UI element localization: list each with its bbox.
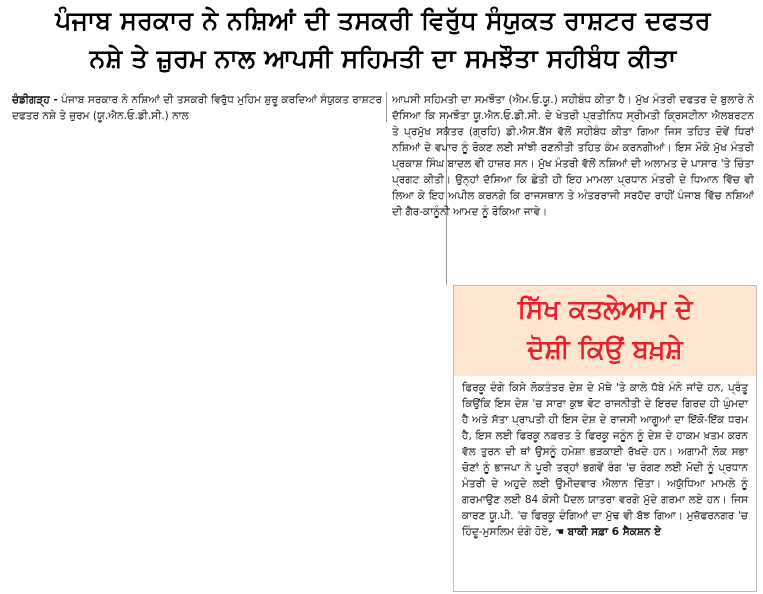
article-body [392,92,754,278]
article-body-text: ਆਪਸੀ ਸਹਿਮਤੀ ਦਾ ਸਮਝੌਤਾ (ਐਮ.ਓ.ਯੂ.) ਸਹੀਬੰਧ ਕੀਤਾ ਹੈ। ਮੁੱਖ ਮੰਤਰੀ ਦਫਤਰ ਦੇ ਬੁਲਾਰੇ ਨੇ ਦੱਸਿਆ ਕਿ ਸਮਝੌਤਾ ਯੂ.ਐਨ.ਓ.ਡੀ.ਸੀ. ਦੇ ਖੇਤਰੀ ਪ੍ਰਤੀਨਿਧ ਸ੍ਰੀਮਤੀ ਕ੍ਰਿਸਟੀਨਾ ਐਲਬਰਟਨ ਤੇ ਪ੍ਰਮੁੱਖ ਸਕੱਤਰ (ਗ੍ਰਹਿ) ਡੀ.ਐਸ.ਬੈਂਸ ਵੱਲੋਂ ਸਹੀਬੰਧ ਕੀਤਾ ਗਿਆ ਜਿਸ ਤਹਿਤ ਦੋਵੇਂ ਧਿਰਾਂ ਨਸ਼ਿਆਂ ਦੇ ਵਪਾਰ ਨੂੰ ਰੋਕਣ ਲਈ ਸਾਂਝੀ ਰਣਨੀਤੀ ਤਹਿਤ ਕੰਮ ਕਰਨਗੀਆਂ। ਇਸ ਮੌਕੇ ਮੁੱਖ ਮੰਤਰੀ ਪ੍ਰਕਾਸ਼ ਸਿੰਘ ਬਾਦਲ ਵੀ ਹਾਜ਼ਰ ਸਨ। ਮੁੱਖ ਮੰਤਰੀ ਵੱਲੋਂ ਨਸ਼ਿਆਂ ਦੀ ਅਲਾਮਤ ਦੇ ਪਾਸਾਰ 'ਤੇ ਚਿੰਤਾ ਪ੍ਰਗਟ ਕੀਤੀ। ਉਨ੍ਹਾਂ ਦੱਸਿਆ ਕਿ ਛੇਤੀ ਹੀ ਇਹ ਮਾਮਲਾ ਪ੍ਰਧਾਨ ਮੰਤਰੀ ਦੇ ਧਿਆਨ ਵਿੱਚ ਵੀ ਲਿਆ ਕੇ ਇਹ ਅਪੀਲ ਕਰਨਗੇ ਕਿ ਰਾਜਸਥਾਨ ਤੇ ਅੰਤਰਰਾਜੀ ਸਰਹੱਦ ਰਾਹੀਂ ਪੰਜਾਬ ਵਿੱਚ ਨਸ਼ਿਆਂ ਦੀ ਗੈਰ-ਕਾਨੂੰਨੀ ਆਮਦ ਨੂੰ ਰੋਕਿਆ ਜਾਵੇ। [392,94,754,218]
headline-line-2: ਨਸ਼ੇ ਤੇ ਜ਼ੁਰਮ ਨਾਲ ਆਪਸੀ ਸਹਿਮਤੀ ਦਾ ਸਮਝੌਤਾ ਸਹੀਬੰਧ ਕੀਤਾ [89,44,677,73]
editorial-box [453,285,757,592]
pointing-hand-icon: ☚ [554,526,565,538]
column-divider [386,92,387,122]
dateline: ਚੰਡੀਗੜ੍ਹ - [12,94,58,106]
editorial-title [454,286,756,376]
article-lead [12,92,382,126]
editorial-title-line-1: ਸਿੱਖ ਕਤਲੇਆਮ ਦੇ [517,295,693,325]
editorial-body-text: ਫਿਰਕੂ ਦੰਗੇ ਕਿਸੇ ਲੋਕਤੰਤਰ ਦੇਸ਼ ਦੇ ਮੱਥੇ 'ਤੇ ਕਾਲੇ ਧੱਬੇ ਮੰਨੇ ਜਾਂਦੇ ਹਨ, ਪ੍ਰੰਤੂ ਕਿਉਂਕਿ ਇਸ ਦੇਸ਼ 'ਚ ਸਾਰਾ ਕੁਝ ਵੋਟ ਰਾਜਨੀਤੀ ਦੇ ਇਰਦ ਗਿਰਦ ਹੀ ਘੁੰਮਦਾ ਹੈ ਅਤੇ ਸੱਤਾ ਪ੍ਰਾਪਤੀ ਹੀ ਇਸ ਦੇਸ਼ ਦੇ ਰਾਜਸੀ ਆਗੂਆਂ ਦਾ ਇੱਕੋ-ਇੱਕ ਧਰਮ ਹੈ, ਇਸ ਲਈ ਫਿਰਕੂ ਨਫ਼ਰਤ ਤੇ ਫਿਰਕੂ ਜਨੂੰਨ ਨੂੰ ਦੇਸ਼ ਦੇ ਹਾਕਮ ਖ਼ਤਮ ਕਰਨ ਵੱਲ ਤੁਰਨ ਦੀ ਥਾਂ ਉਸਨੂੰ ਹਮੇਸ਼ਾ ਭੜਕਾਈ ਰੱਖਦੇ ਹਨ। ਅਗਾਮੀ ਲੋਕ ਸਭਾ ਚੋਣਾਂ ਨੂੰ ਭਾਜਪਾ ਨੇ ਪੂਰੀ ਤਰ੍ਹਾਂ ਭਗਵੇਂ ਰੰਗ 'ਚ ਰੰਗਣ ਲਈ ਮੋਦੀ ਨੂੰ ਪ੍ਰਧਾਨ ਮੰਤਰੀ ਦੇ ਅਹੁਦੇ ਲਈ ਉਮੀਦਵਾਰ ਐਲਾਨ ਦਿੱਤਾ। ਅਯੁੱਧਿਆ ਮਾਮਲੇ ਨੂੰ ਗਰਮਾਉਣ ਲਈ 84 ਕੋਸੀ ਪੈਦਲ ਯਾਤਰਾ ਵਰਗੇ ਮੁੱਦੇ ਗਰਮਾ ਲਏ ਹਨ। ਜਿਸ ਕਾਰਣ ਯੂ.ਪੀ. 'ਚ ਫਿਰਕੂ ਦੰਗਿਆਂ ਦਾ ਮੁੱਢ ਵੀ ਬੱਝ ਗਿਆ। ਮੁਜ਼ੱਫਰਨਗਰ 'ਚ ਹਿੰਦੂ-ਮੁਸਲਿਮ ਦੰਗੇ ਹੋਏ, [462,382,748,538]
headline-line-1: ਪੰਜਾਬ ਸਰਕਾਰ ਨੇ ਨਸ਼ਿਆਂ ਦੀ ਤਸਕਰੀ ਵਿਰੁੱਧ ਸੰਯੁਕਤ ਰਾਸ਼ਟਰ ਦਫਤਰ [55,6,711,35]
editorial-title-line-2: ਦੋਸ਼ੀ ਕਿਉਂ ਬਖ਼ਸ਼ੇ [527,335,683,365]
article-lead-text: ਪੰਜਾਬ ਸਰਕਾਰ ਨੇ ਨਸ਼ਿਆਂ ਦੀ ਤਸਕਰੀ ਵਿਰੁੱਧ ਮੁਹਿਮ ਸ਼ੁਰੂ ਕਰਦਿਆਂ ਸੰਯੁਕਤ ਰਾਸ਼ਟਰ ਦਫਤਰ ਨਸ਼ੇ ਤੇ ਜ਼ੁਰਮ (ਯੂ.ਐਨ.ਓ.ਡੀ.ਸੀ.) ਨਾਲ [12,94,382,122]
headline [8,2,758,78]
editorial-body [454,376,756,544]
continued-note: ਬਾਕੀ ਸਫ਼ਾ 6 ਸੈਕਸ਼ਨ ਏ [567,526,662,538]
